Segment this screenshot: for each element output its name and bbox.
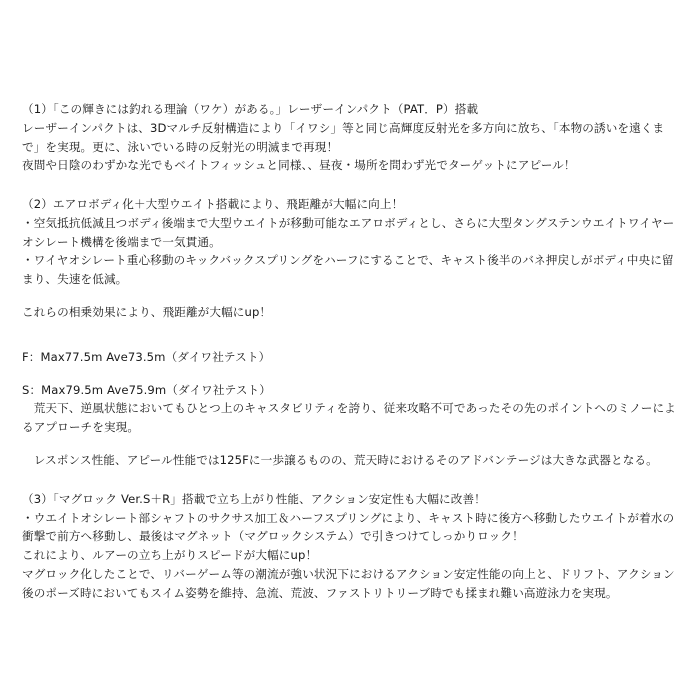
- section-2-summary: [22, 303, 678, 322]
- spacer: [22, 336, 678, 348]
- paragraph: これらの相乗効果により、飛距離が大幅にup！: [22, 305, 272, 320]
- paragraph: レーザーインパクトは、3Dマルチ反射構造により「イワシ」等と同じ高輝度反射光を多方向に放ち、「本物の誘いを遠くまで」を実現。更に、泳いでいる時の反射光の明滅まで再現！: [22, 120, 665, 154]
- spec-f: [22, 348, 678, 367]
- section-2: [22, 195, 678, 289]
- paragraph: S：Max79.5m Ave75.9m（ダイワ社テスト）: [22, 382, 271, 397]
- spec-note: [22, 451, 678, 470]
- section-3: [22, 490, 678, 603]
- paragraph: （1）「この輝きには釣れる理論（ワケ）がある。」レーザーインパクト（PAT．P）搭載: [22, 102, 479, 116]
- spec-s: [22, 381, 678, 437]
- paragraph: これにより、ルアーの立ち上がりスピードが大幅にup！: [22, 548, 318, 563]
- paragraph: 夜間や日陰のわずかな光でもベイトフィッシュと同様、、昼夜・場所を問わず光でターゲットにアピール！: [22, 158, 576, 173]
- section-1: [22, 100, 678, 175]
- paragraph: （2）エアロボディ化＋大型ウエイト搭載により、飛距離が大幅に向上！: [22, 197, 404, 212]
- paragraph: レスポンス性能、アピール性能では125Fに一歩譲るものの、荒天時におけるそのアドバンテージは大きな武器となる。: [22, 452, 658, 467]
- paragraph: 荒天下、逆風状態においてもひとつ上のキャスタビリティを誇り、従来攻略不可であったその先のポイントへのミノーによるアプローチを実現。: [22, 401, 676, 435]
- paragraph: ・ワイヤオシレート重心移動のキックバックスプリングをハーフにすることで、キャスト後半のバネ押戻しがボディ中央に留まり、失速を低減。: [22, 253, 674, 287]
- paragraph: ・空気抵抗低減且つボディ後端まで大型ウエイトが移動可能なエアロボディとし、さらに大型タングステンウエイトワイヤーオシレート機構を後端まで一気貫通。: [22, 215, 675, 249]
- paragraph: F：Max77.5m Ave73.5m（ダイワ社テスト）: [22, 349, 271, 364]
- paragraph: （3）「マグロック Ver.S＋R」搭載で立ち上がり性能、アクション安定性も大幅に改善！: [22, 491, 486, 506]
- paragraph: マグロック化したことで、リバーゲーム等の潮流が強い状況下におけるアクション安定性能の向上と、ドリフト、アクション後のポーズ時においてもスイム姿勢を維持、急流、荒波、ファストリトリーブ時でも揉まれ難い高遊泳力を実現。: [22, 566, 675, 600]
- paragraph: ・ウエイトオシレート部シャフトのサクサス加工＆ハーフスプリングにより、キャスト時に後方へ移動したウエイトが着水の衝撃で前方へ移動し、最後はマグネット（マグロックシステム）で引きつけてしっかりロック！: [22, 510, 675, 544]
